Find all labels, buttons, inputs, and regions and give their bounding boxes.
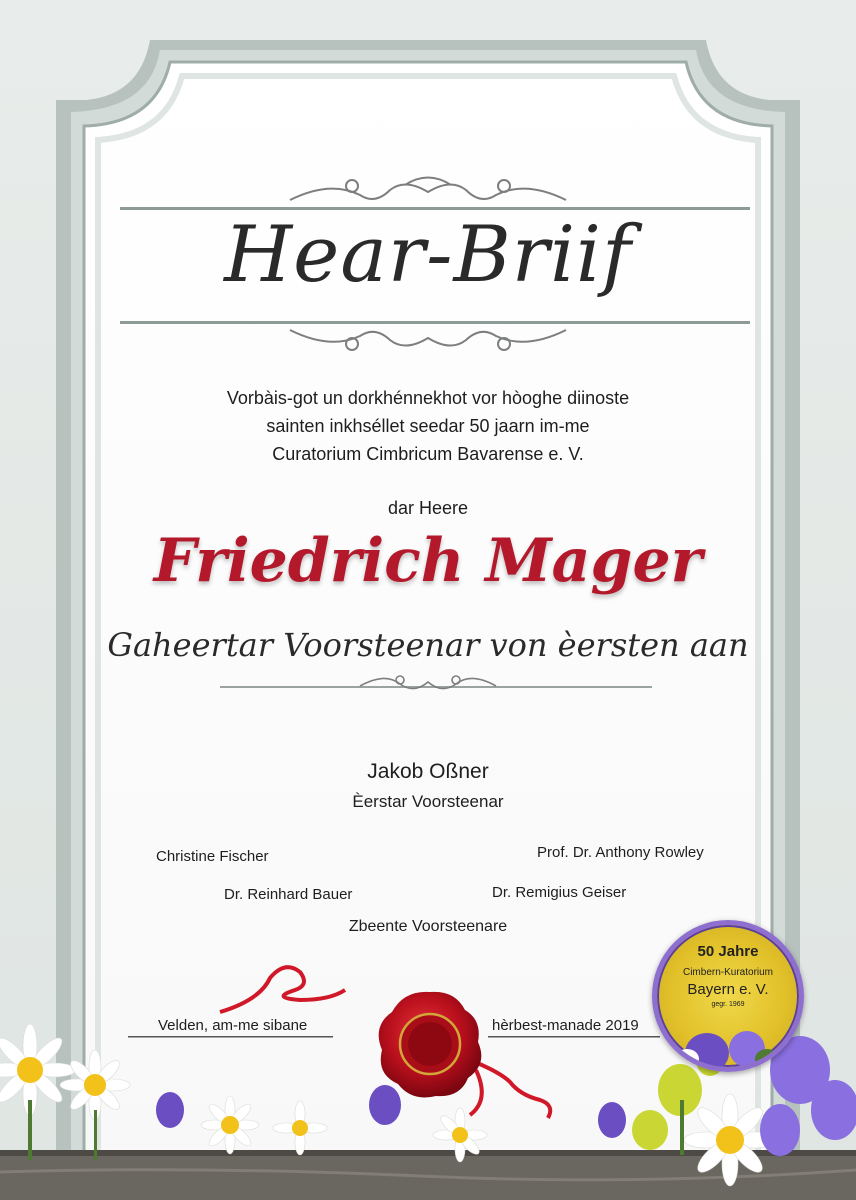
signatories-role: Zbeente Voorsteenare xyxy=(348,918,508,935)
signatory-name: Christine Fischer xyxy=(156,848,269,865)
body-line-1: Vorbàis-got un dorkhénnekhot vor hòoghe diinoste xyxy=(226,388,630,408)
signatory-name: Dr. Remigius Geiser xyxy=(492,884,627,901)
anniversary-seal xyxy=(652,920,804,1072)
salutation: dar Heere xyxy=(387,498,469,518)
signatory-name: Prof. Dr. Anthony Rowley xyxy=(537,844,704,861)
seal-line-4: gegr. 1969 xyxy=(711,1001,745,1008)
footer-place: Velden, am-me sibane xyxy=(158,1017,308,1034)
footer-date: hèrbest-manade 2019 xyxy=(492,1017,639,1034)
seal-line-3: Bayern e. V. xyxy=(687,981,769,998)
body-line-3: Curatorium Cimbricum Bavarense e. V. xyxy=(272,444,584,464)
seal-flower-icon xyxy=(657,1019,799,1067)
main-signatory-name: Jakob Oßner xyxy=(367,760,489,783)
signatory-name: Dr. Reinhard Bauer xyxy=(224,886,353,903)
seal-line-2: Cimbern-Kuratorium xyxy=(682,967,774,978)
honor-title: Gaheertar Voorsteenar von èersten aan xyxy=(107,626,749,664)
seal-line-1: 50 Jahre xyxy=(697,943,759,960)
certificate-title: Hear-Briif xyxy=(224,210,632,300)
body-line-2: sainten inkhséllet seedar 50 jaarn im-me xyxy=(266,416,590,436)
main-signatory-role: Èerstar Voorsteenar xyxy=(352,792,504,811)
honoree-name: Friedrich Mager xyxy=(153,526,703,596)
